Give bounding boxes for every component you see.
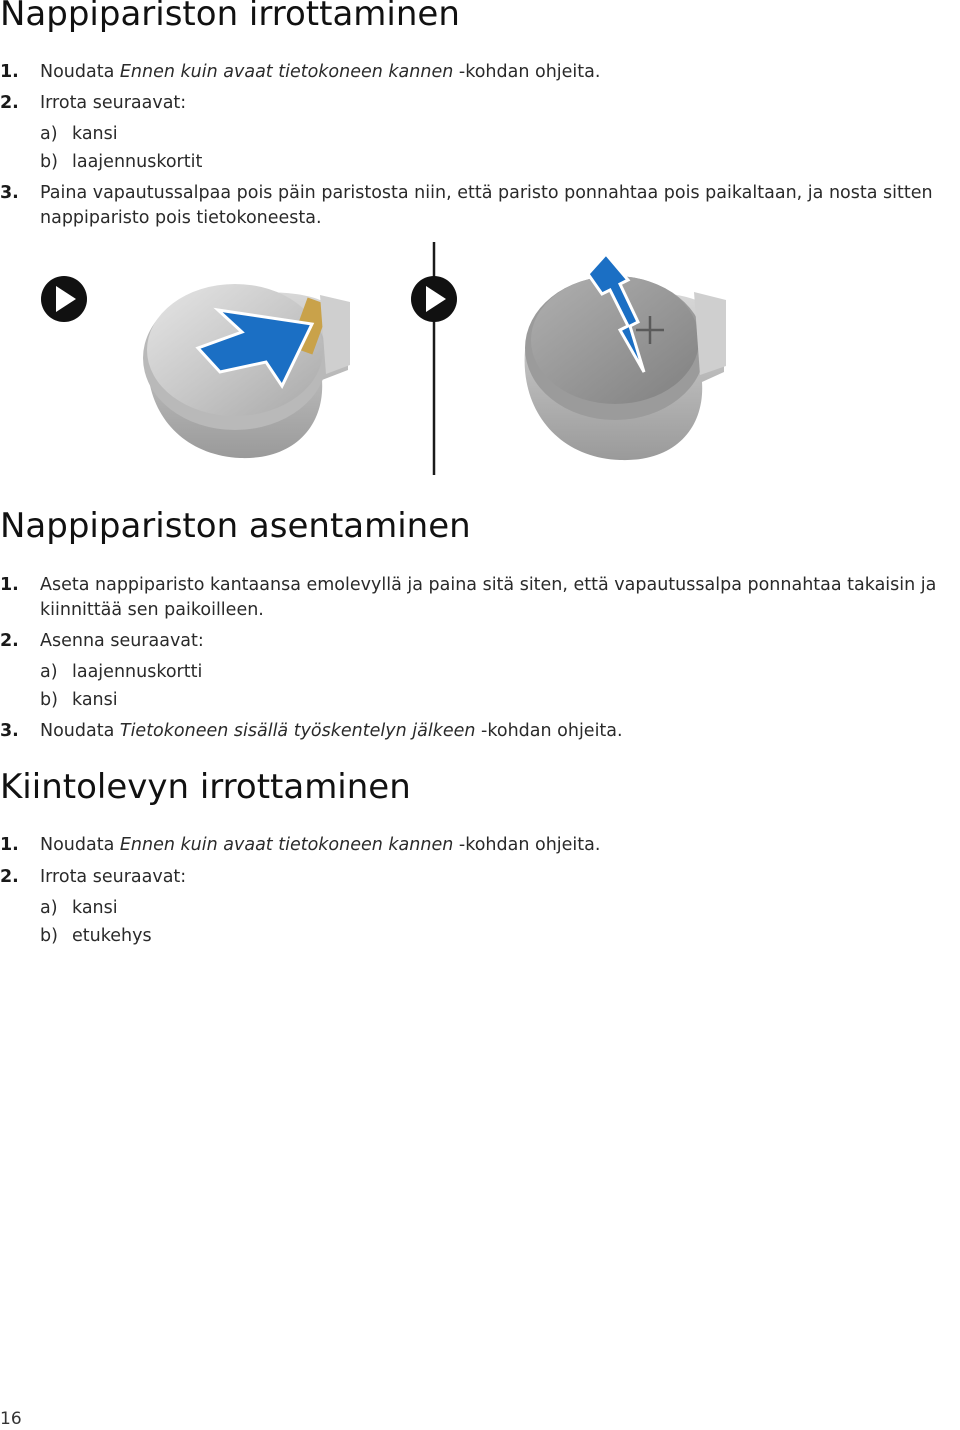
step-number: 1. — [0, 62, 19, 82]
cross-reference: Ennen kuin avaat tietokoneen kannen — [119, 62, 454, 82]
coin-battery-removal-illustration — [30, 240, 750, 480]
sub-list-item: b) kansi — [40, 690, 118, 710]
battery-holder-left — [143, 284, 350, 458]
sub-list-item: a) kansi — [40, 898, 118, 918]
sub-list-item: a) laajennuskortti — [40, 662, 203, 682]
section-title-install-coin-battery: Nappipariston asentaminen — [0, 506, 471, 546]
page-number: 16 — [0, 1409, 22, 1429]
sub-list-item: b) etukehys — [40, 926, 152, 946]
play-step-icon — [411, 276, 457, 322]
cross-reference: Ennen kuin avaat tietokoneen kannen — [119, 835, 454, 855]
cross-reference: Tietokoneen sisällä työskentelyn jälkeen — [119, 721, 476, 741]
step-number: 2. — [0, 631, 19, 651]
step-number: 3. — [0, 183, 19, 203]
section-title-remove-coin-battery: Nappipariston irrottaminen — [0, 0, 460, 34]
list-item: 3. Paina vapautussalpaa pois päin paristosta niin, että paristo ponnahtaa pois paikaltaan, ja nosta sitten nappiparisto pois tietokoneesta. — [0, 183, 933, 228]
sub-list-item: b) laajennuskortit — [40, 152, 203, 172]
list-item: 1. Aseta nappiparisto kantaansa emolevyllä ja paina sitä siten, että vapautussalpa ponnahtaa takaisin ja kiinnittää sen paikoilleen. — [0, 575, 937, 620]
list-item: 3. Noudata Tietokoneen sisällä työskentelyn jälkeen -kohdan ohjeita. — [0, 719, 960, 744]
play-step-icon — [41, 276, 87, 322]
sub-list-item: a) kansi — [40, 124, 118, 144]
step-number: 2. — [0, 93, 19, 113]
step-number: 1. — [0, 575, 19, 595]
list-item: 1. Noudata Ennen kuin avaat tietokoneen kannen -kohdan ohjeita. — [0, 833, 960, 858]
list-item: 1. Noudata Ennen kuin avaat tietokoneen kannen -kohdan ohjeita. — [0, 60, 960, 85]
list-item: 2. Asenna seuraavat: — [0, 629, 960, 654]
section-title-remove-hard-drive: Kiintolevyn irrottaminen — [0, 767, 411, 807]
step-number: 2. — [0, 867, 19, 887]
list-item: 2. Irrota seuraavat: — [0, 91, 960, 116]
step-number: 1. — [0, 835, 19, 855]
list-item: 2. Irrota seuraavat: — [0, 865, 960, 890]
step-number: 3. — [0, 721, 19, 741]
